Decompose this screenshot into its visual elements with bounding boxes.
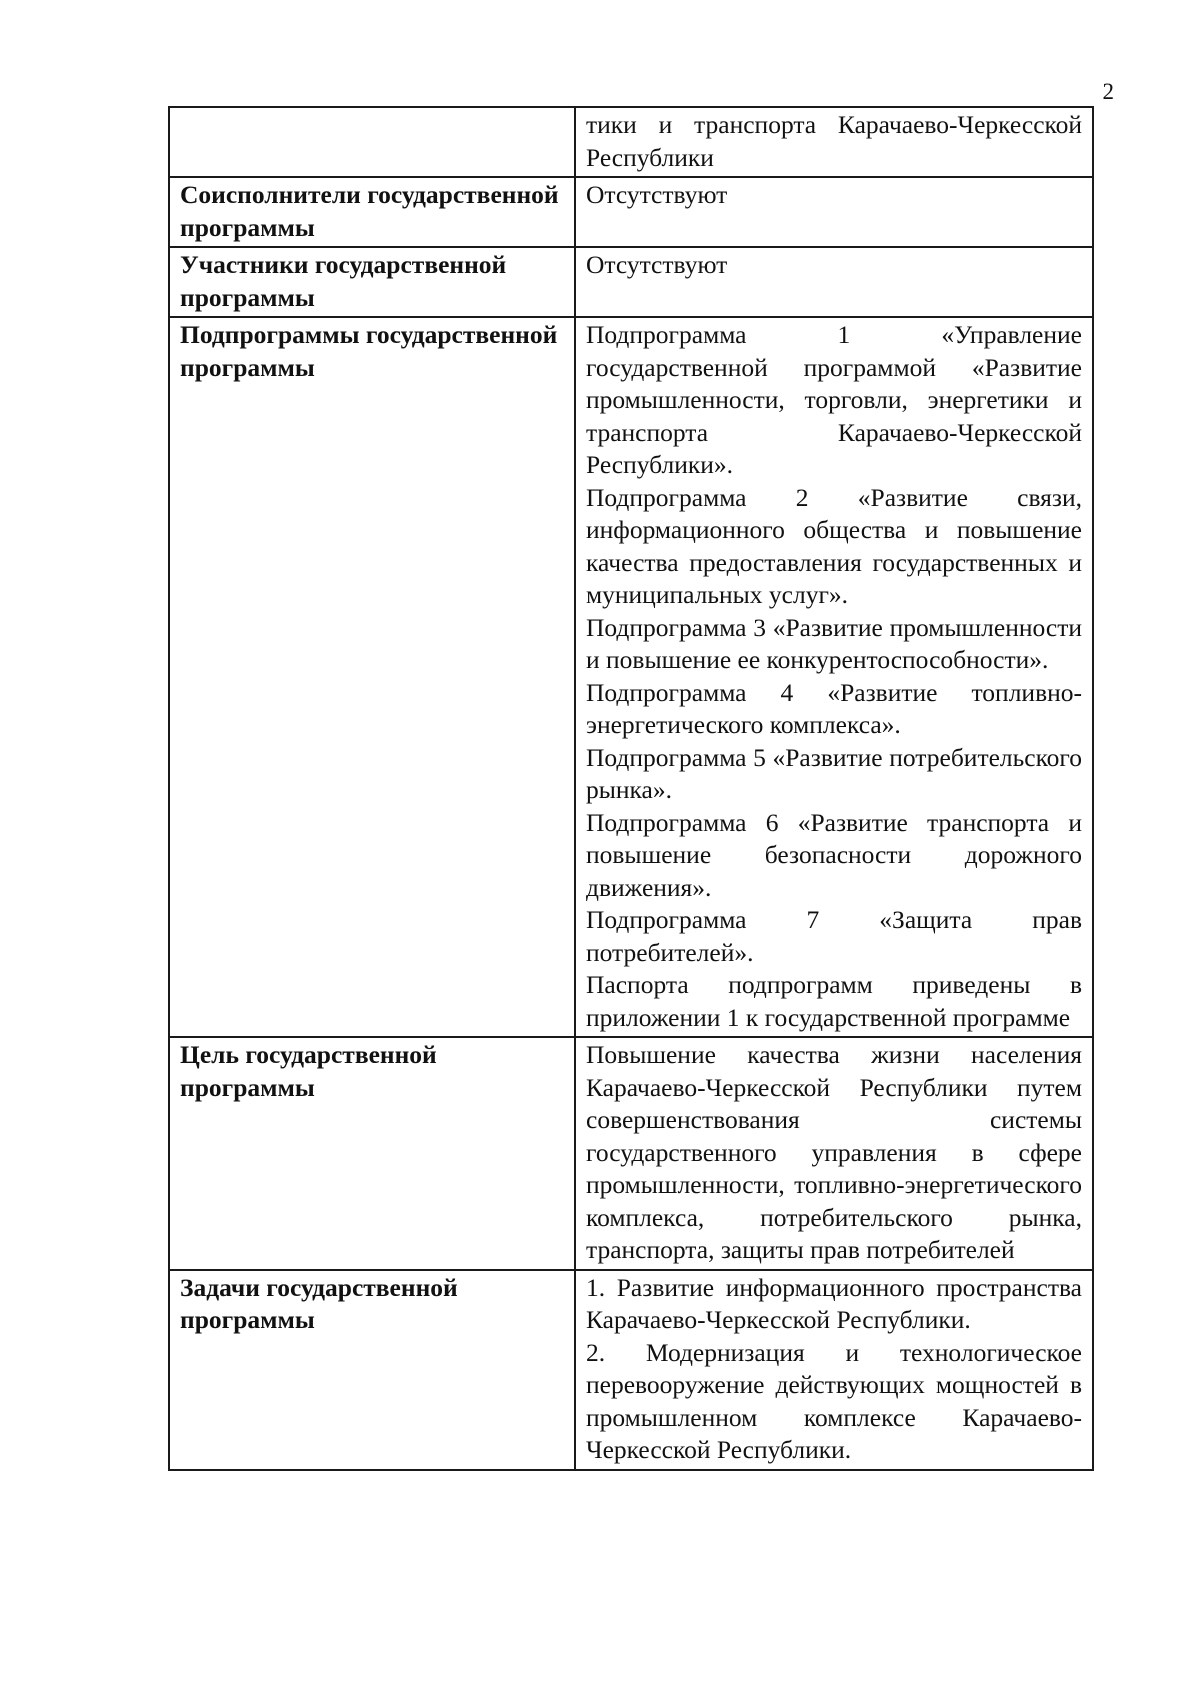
subprogram-2: Подпрограмма 2 «Развитие связи, информационного общества и повышение качества предоставления государственных и муниципальных услуг».	[586, 482, 1082, 609]
subprogram-6: Подпрограмма 6 «Развитие транспорта и повышение безопасности дорожного движения».	[586, 807, 1082, 902]
subprogram-1: Подпрограмма 1 «Управление государственной программой «Развитие промышленности, торговли, энергетики и транспорта Карачаево-Черкесской Республики».	[586, 320, 1082, 479]
table-row	[169, 177, 1093, 247]
row-value-goal	[575, 1037, 1093, 1270]
program-passport-table	[168, 106, 1094, 1471]
row-value-tasks	[575, 1270, 1093, 1470]
value-paragraph: Отсутствуют	[586, 180, 728, 209]
row-value-co-executors	[575, 177, 1093, 247]
value-paragraph: тики и транспорта Карачаево-Черкесской Республики	[586, 110, 1082, 172]
subprogram-7: Подпрограмма 7 «Защита прав потребителей».	[586, 905, 1082, 967]
row-label-co-executors: Соисполнители государственной программы	[169, 177, 575, 247]
subprogram-passports-note: Паспорта подпрограмм приведены в приложении 1 к государственной программе	[586, 970, 1082, 1032]
subprogram-3: Подпрограмма 3 «Развитие промышленности и повышение ее конкурентоспособности».	[586, 612, 1082, 674]
value-paragraph: Повышение качества жизни населения Карачаево-Черкесской Республики путем совершенствования системы государственного управления в сфере промышленности, топливно-энергетического комплекса, потребительского рынка, транспорта, защиты прав потребителей	[586, 1040, 1082, 1264]
row-value-subprograms	[575, 317, 1093, 1037]
page-number: 2	[1102, 79, 1114, 104]
table-row	[169, 107, 1093, 177]
row-label-participants: Участники государственной программы	[169, 247, 575, 317]
task-1: 1. Развитие информационного пространства Карачаево-Черкесской Республики.	[586, 1272, 1082, 1334]
row-label-tasks: Задачи государственной программы	[169, 1270, 575, 1470]
row-value-participants	[575, 247, 1093, 317]
subprogram-5: Подпрограмма 5 «Развитие потребительского рынка».	[586, 742, 1082, 804]
row-label-continuation	[169, 107, 575, 177]
task-2: 2. Модернизация и технологическое перевооружение действующих мощностей в промышленном комплексе Карачаево-Черкесской Республики.	[586, 1337, 1082, 1464]
table-row	[169, 247, 1093, 317]
table-row	[169, 1037, 1093, 1270]
table-row	[169, 1270, 1093, 1470]
row-label-goal: Цель государственной программы	[169, 1037, 575, 1270]
value-paragraph: Отсутствуют	[586, 250, 728, 279]
row-value-continuation	[575, 107, 1093, 177]
subprogram-4: Подпрограмма 4 «Развитие топливно-энергетического комплекса».	[586, 677, 1082, 739]
row-label-subprograms: Подпрограммы государственной программы	[169, 317, 575, 1037]
table-row	[169, 317, 1093, 1037]
